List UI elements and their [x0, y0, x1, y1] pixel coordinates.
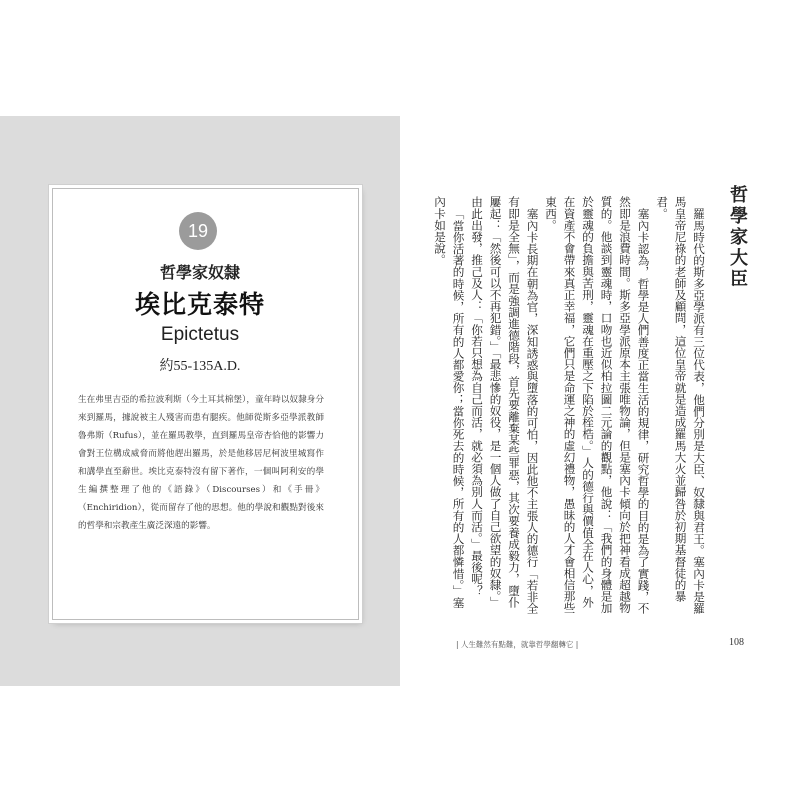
body-text: [433, 196, 708, 616]
chapter-number-badge: 19: [179, 212, 217, 250]
paragraph: 羅馬時代的斯多亞學派有三位代表，他們分別是大臣、奴隸與君王。塞內卡是羅馬皇帝尼祿的老師及顧問，這位皇帝就是造成羅馬大火並歸咎於初期基督徒的暴君。: [655, 196, 706, 614]
running-footer: | 人生難然有點難，就靠哲學翻轉它 |: [456, 640, 579, 649]
paragraph: 塞內卡認為，哲學是人們善度正當生活的規律，研究哲學的目的是為了實踐，不然即是浪費時間。斯多亞學派原本主張唯物論，但是塞內卡傾向於把神看成超越物質的。他談到靈魂時，口吻也近似柏拉圖二元論的觀點，他說：「我們的身體是加於靈魂的負擔與苦刑，靈魂在重壓之下陷於桎梏。」人的德行與價值全在人心，外在資產不會帶來真正幸福，它們只是命運之神的虛幻禮物，愚昧的人才會相信那些東西。: [544, 196, 651, 614]
card-title: 埃比克泰特: [134, 290, 265, 319]
latin-name: Epictetus: [160, 324, 240, 345]
paragraph: 「當你活著的時候，所有的人都愛你；當你死去的時候，所有的人都憐惜。」塞內卡如是說。: [433, 196, 466, 608]
chapter-title: 哲學家大臣: [727, 185, 748, 290]
life-dates: 約55-135A.D.: [159, 359, 241, 374]
page-number: 108: [729, 637, 744, 648]
paragraph: 塞內卡長期在朝為官，深知誘惑與墮落的可怕，因此他不主張人的德行「若非全有即是全無」，而是強調進德階段，首先要離棄某些罪惡，其次要養成毅力，墮仆屢起：「然後可以不再犯錯。」「最悲慘的奴役，是一個人做了自己欲望的奴隸。」由此出發，推己及人：「你若只想為自己而活，就必須為別人而活。」最後呢？: [470, 196, 540, 614]
card-subtitle: 哲學家奴隸: [159, 263, 240, 282]
biography-text: 生在弗里吉亞的希拉波利斯（今土耳其棉堡），童年時以奴隸身分來到羅馬，據說被主人殘害而患有腿疾。他師從斯多亞學派教師魯弗斯（Rufus），並在羅馬教學，直到羅馬皇帝杏恰他的影響力會對王位構成威脅而將他趕出羅馬，於是他移居尼柯波里城寫作和講學直至辭世。埃比克泰特沒有留下著作，一個叫阿利安的學生編撰整理了他的《語錄》（Discourses）和《手冊》（Enchiridion），從而留存了他的思想。他的學說和觀點對後來的哲學和宗教產生廣泛深遠的影響。: [78, 395, 324, 531]
